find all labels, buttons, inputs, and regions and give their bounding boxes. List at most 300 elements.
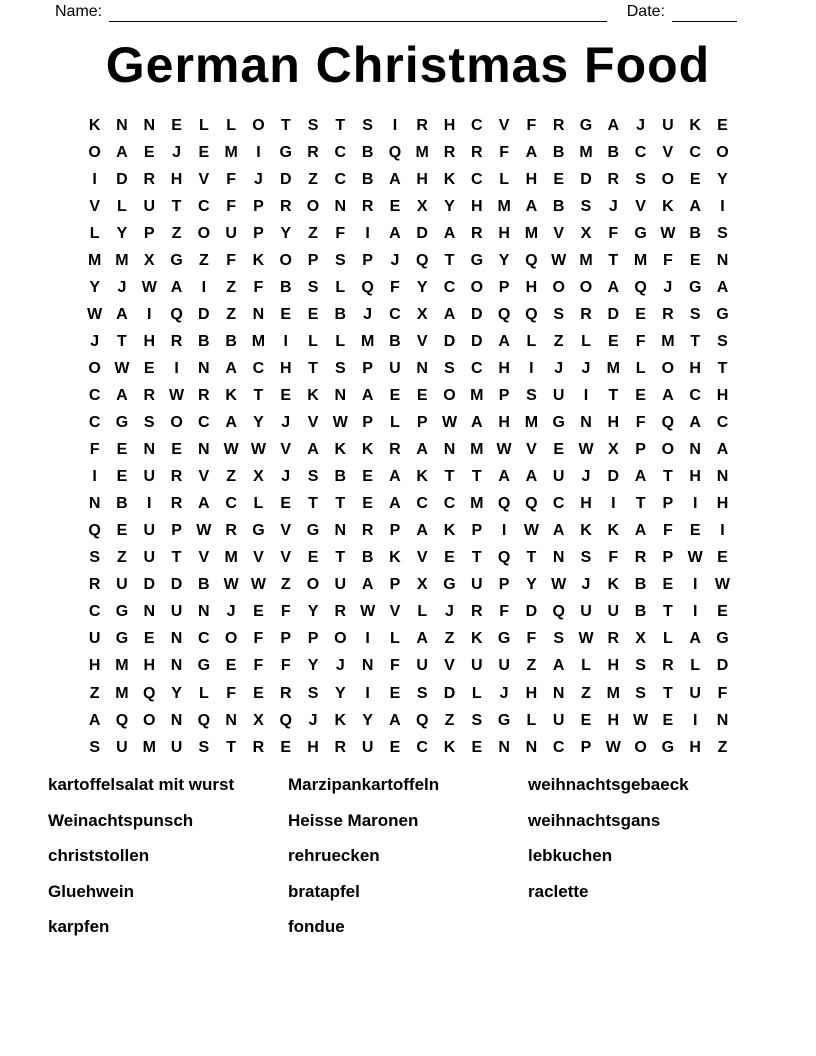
grid-letter: K	[443, 522, 456, 540]
grid-letter: C	[552, 738, 565, 756]
grid-letter: J	[363, 305, 373, 323]
grid-letter: A	[662, 386, 674, 404]
grid-letter: Q	[415, 251, 429, 269]
grid-letter: F	[662, 522, 673, 540]
grid-letter: I	[147, 305, 152, 323]
grid-letter: E	[280, 386, 292, 404]
grid-letter: T	[635, 495, 646, 513]
grid-letter: T	[171, 549, 182, 567]
name-field-line	[109, 2, 607, 22]
grid-letter: D	[716, 657, 729, 675]
grid-letter: K	[689, 116, 701, 134]
grid-letter: E	[635, 386, 646, 404]
grid-letter: N	[716, 251, 729, 269]
grid-letter: O	[552, 278, 565, 296]
grid-letter: K	[580, 522, 592, 540]
grid-letter: C	[471, 170, 483, 188]
grid-letter: F	[253, 630, 264, 648]
grid-letter: P	[307, 630, 319, 648]
grid-letter: D	[580, 170, 592, 188]
grid-letter: S	[307, 468, 319, 486]
grid-letter: V	[662, 143, 674, 161]
grid-letter: O	[143, 711, 156, 729]
grid-letter: G	[115, 414, 129, 432]
grid-letter: A	[689, 197, 701, 215]
grid-letter: R	[662, 305, 674, 323]
grid-letter: T	[335, 549, 346, 567]
word-list-column	[288, 776, 528, 954]
grid-letter: L	[390, 630, 400, 648]
grid-letter: T	[444, 468, 455, 486]
grid-letter: U	[116, 738, 128, 756]
grid-letter: I	[147, 495, 152, 513]
grid-letter: Z	[171, 224, 182, 242]
grid-letter: Y	[116, 224, 128, 242]
grid-letter: L	[581, 332, 591, 350]
grid-letter: J	[90, 332, 100, 350]
word-list-column	[48, 776, 288, 954]
grid-letter: H	[471, 197, 483, 215]
grid-letter: E	[143, 630, 155, 648]
grid-letter: C	[689, 143, 701, 161]
grid-letter: S	[362, 116, 373, 134]
grid-letter: J	[608, 197, 618, 215]
grid-letter: H	[525, 278, 538, 296]
grid-letter: Z	[226, 468, 237, 486]
word-list-item: rehruecken	[288, 846, 380, 865]
grid-letter: K	[662, 197, 674, 215]
grid-letter: A	[552, 522, 565, 540]
grid-letter: Y	[307, 657, 319, 675]
grid-letter: Y	[717, 170, 728, 188]
grid-letter: G	[443, 576, 456, 594]
grid-letter: I	[283, 332, 288, 350]
grid-letter: L	[335, 332, 346, 350]
grid-letter: W	[578, 441, 594, 459]
grid-letter: R	[252, 738, 265, 756]
grid-letter: I	[583, 386, 589, 404]
grid-letter: P	[662, 549, 674, 567]
grid-letter: I	[365, 630, 370, 648]
grid-letter: L	[526, 711, 537, 729]
grid-letter: E	[389, 738, 401, 756]
grid-letter: H	[443, 116, 456, 134]
grid-letter: C	[334, 170, 347, 188]
grid-letter: F	[662, 251, 673, 269]
grid-letter: P	[635, 441, 646, 459]
grid-letter: A	[416, 630, 428, 648]
grid-letter: X	[253, 468, 264, 486]
grid-letter: Z	[444, 711, 455, 729]
grid-letter: A	[552, 657, 565, 675]
grid-letter: Y	[526, 576, 537, 594]
grid-letter: A	[689, 630, 701, 648]
grid-letter: Q	[525, 305, 538, 323]
grid-letter: P	[498, 576, 510, 594]
grid-letter: A	[607, 278, 620, 296]
grid-letter: R	[471, 224, 483, 242]
grid-letter: N	[198, 603, 210, 621]
grid-letter: T	[471, 468, 482, 486]
grid-letter: G	[716, 305, 729, 323]
grid-letter: R	[607, 170, 620, 188]
grid-letter: U	[498, 657, 510, 675]
grid-letter: P	[362, 414, 373, 432]
grid-letter: D	[525, 603, 538, 621]
grid-letter: F	[717, 684, 728, 702]
grid-letter: L	[390, 414, 400, 432]
word-list-column	[528, 776, 768, 954]
grid-letter: L	[581, 657, 591, 675]
grid-letter: A	[525, 468, 538, 486]
grid-letter: H	[607, 414, 620, 432]
grid-letter: W	[496, 441, 512, 459]
grid-letter: N	[198, 359, 210, 377]
grid-letter: R	[279, 684, 292, 702]
grid-letter: T	[662, 468, 673, 486]
grid-letter: A	[607, 116, 620, 134]
grid-letter: R	[225, 522, 237, 540]
grid-letter: X	[143, 251, 155, 269]
word-list-item: karpfen	[48, 917, 110, 936]
word-list-item: Gluehwein	[48, 881, 134, 901]
grid-letter: X	[416, 197, 428, 215]
date-field-line	[672, 2, 737, 22]
grid-letter: H	[498, 414, 510, 432]
grid-letter: V	[416, 332, 428, 350]
grid-letter: M	[470, 386, 484, 404]
grid-letter: S	[635, 170, 646, 188]
grid-letter: R	[143, 170, 156, 188]
grid-letter: S	[526, 386, 537, 404]
grid-letter: H	[607, 657, 620, 675]
grid-letter: A	[389, 170, 401, 188]
grid-letter: J	[581, 359, 591, 377]
grid-letter: I	[692, 603, 698, 621]
grid-letter: A	[471, 414, 483, 432]
grid-letter: A	[389, 224, 401, 242]
grid-letter: T	[226, 738, 237, 756]
grid-letter: E	[116, 441, 128, 459]
grid-letter: I	[92, 468, 97, 486]
grid-letter: A	[389, 711, 401, 729]
grid-letter: G	[716, 630, 729, 648]
grid-letter: G	[634, 224, 647, 242]
grid-letter: H	[88, 657, 101, 675]
grid-letter: B	[552, 143, 565, 161]
grid-letter: R	[361, 197, 374, 215]
grid-letter: O	[88, 359, 101, 377]
grid-letter: N	[689, 441, 701, 459]
grid-letter: J	[499, 684, 509, 702]
grid-letter: G	[306, 522, 320, 540]
grid-letter: T	[335, 116, 346, 134]
grid-letter: A	[634, 522, 647, 540]
grid-letter: O	[306, 197, 320, 215]
grid-letter: S	[553, 630, 565, 648]
grid-letter: F	[280, 603, 291, 621]
grid-letter: O	[170, 414, 183, 432]
grid-letter: K	[389, 549, 401, 567]
grid-letter: E	[389, 386, 401, 404]
grid-letter: S	[334, 251, 346, 269]
word-list-item: Heisse Maronen	[288, 810, 419, 830]
grid-letter: G	[688, 278, 702, 296]
grid-letter: M	[224, 549, 238, 567]
grid-letter: R	[471, 603, 483, 621]
grid-letter: Y	[307, 603, 319, 621]
grid-letter: J	[335, 657, 345, 675]
grid-letter: E	[116, 522, 128, 540]
grid-letter: Q	[170, 305, 183, 323]
grid-letter: W	[551, 251, 567, 269]
grid-letter: G	[197, 657, 211, 675]
grid-letter: V	[89, 197, 100, 215]
grid-letter: A	[389, 468, 401, 486]
grid-letter: J	[281, 468, 291, 486]
grid-letter: K	[225, 386, 237, 404]
grid-letter: E	[225, 657, 237, 675]
grid-letter: H	[498, 224, 510, 242]
grid-letter: Y	[171, 684, 182, 702]
grid-letter: M	[497, 197, 511, 215]
grid-letter: S	[307, 278, 319, 296]
grid-letter: C	[252, 359, 265, 377]
grid-letter: U	[580, 603, 592, 621]
grid-letter: Z	[280, 576, 291, 594]
grid-letter: B	[607, 143, 620, 161]
grid-letter: O	[470, 278, 484, 296]
grid-letter: E	[662, 576, 674, 594]
grid-letter: N	[334, 522, 347, 540]
grid-letter: M	[251, 332, 266, 350]
grid-letter: B	[198, 332, 210, 350]
grid-letter: D	[471, 332, 483, 350]
grid-letter: J	[226, 603, 236, 621]
grid-letter: C	[416, 495, 428, 513]
grid-letter: E	[689, 522, 701, 540]
grid-letter: R	[389, 441, 401, 459]
grid-letter: F	[280, 657, 291, 675]
word-list-item: Marzipankartoffeln	[288, 775, 440, 794]
grid-letter: M	[606, 359, 620, 377]
grid-letter: B	[279, 278, 292, 296]
grid-letter: N	[116, 116, 128, 134]
grid-letter: E	[471, 738, 483, 756]
grid-letter: E	[307, 549, 319, 567]
grid-letter: C	[689, 386, 701, 404]
grid-letter: A	[634, 468, 647, 486]
grid-letter: T	[117, 332, 127, 350]
word-list	[48, 776, 768, 954]
grid-letter: U	[143, 549, 156, 567]
grid-letter: A	[170, 278, 183, 296]
page-title: German Christmas Food	[105, 37, 711, 93]
grid-letter: N	[361, 657, 374, 675]
grid-letter: W	[168, 386, 185, 404]
grid-letter: S	[416, 684, 428, 702]
grid-letter: N	[716, 711, 729, 729]
grid-letter: E	[553, 170, 565, 188]
grid-letter: K	[334, 441, 347, 459]
grid-letter: M	[606, 684, 620, 702]
grid-letter: B	[361, 549, 374, 567]
grid-letter: C	[716, 414, 729, 432]
grid-letter: K	[443, 170, 456, 188]
grid-letter: C	[198, 197, 210, 215]
grid-letter: M	[360, 332, 375, 350]
grid-letter: C	[88, 386, 101, 404]
grid-letter: R	[170, 468, 183, 486]
grid-letter: N	[252, 305, 265, 323]
grid-letter: V	[280, 441, 292, 459]
grid-letter: E	[362, 468, 373, 486]
grid-letter: V	[280, 522, 292, 540]
grid-letter: M	[524, 414, 539, 432]
grid-letter: R	[334, 738, 347, 756]
grid-letter: S	[89, 549, 100, 567]
grid-letter: O	[443, 386, 456, 404]
grid-letter: N	[170, 711, 183, 729]
grid-letter: W	[660, 224, 676, 242]
grid-letter: U	[334, 576, 347, 594]
grid-letter: S	[580, 549, 592, 567]
grid-letter: Z	[581, 684, 591, 702]
grid-letter: F	[608, 224, 619, 242]
grid-letter: F	[499, 143, 509, 161]
grid-letter: P	[171, 522, 182, 540]
grid-letter: U	[361, 738, 374, 756]
grid-letter: H	[498, 359, 510, 377]
grid-letter: M	[470, 441, 484, 459]
grid-letter: H	[607, 711, 620, 729]
grid-letter: I	[611, 495, 616, 513]
grid-letter: J	[445, 603, 454, 621]
grid-letter: N	[443, 441, 456, 459]
grid-letter: D	[116, 170, 128, 188]
grid-letter: A	[361, 386, 374, 404]
grid-letter: H	[170, 170, 183, 188]
grid-letter: D	[607, 468, 620, 486]
grid-letter: H	[307, 738, 319, 756]
grid-letter: N	[88, 495, 101, 513]
grid-letter: E	[717, 603, 728, 621]
grid-letter: I	[692, 711, 698, 729]
grid-letter: S	[553, 305, 565, 323]
grid-letter: L	[662, 630, 673, 648]
grid-letter: Q	[88, 522, 101, 540]
grid-letter: Y	[253, 414, 264, 432]
grid-letter: M	[115, 684, 129, 702]
grid-letter: F	[526, 116, 537, 134]
grid-letter: A	[116, 305, 128, 323]
grid-letter: U	[471, 576, 483, 594]
grid-letter: V	[389, 603, 401, 621]
grid-letter: G	[115, 603, 129, 621]
grid-letter: M	[579, 251, 593, 269]
grid-letter: C	[198, 630, 210, 648]
grid-letter: X	[416, 305, 428, 323]
grid-letter: U	[552, 386, 565, 404]
grid-letter: E	[143, 359, 155, 377]
grid-letter: C	[334, 143, 347, 161]
grid-letter: B	[198, 576, 210, 594]
grid-letter: C	[389, 305, 401, 323]
grid-letter: B	[225, 332, 237, 350]
grid-letter: W	[250, 441, 266, 459]
grid-letter: W	[114, 359, 130, 377]
grid-letter: V	[553, 224, 565, 242]
grid-letter: D	[443, 332, 456, 350]
grid-letter: D	[416, 224, 428, 242]
grid-letter: L	[308, 332, 318, 350]
grid-letter: T	[471, 549, 482, 567]
grid-letter: F	[253, 278, 264, 296]
grid-letter: D	[443, 684, 456, 702]
grid-letter: R	[334, 603, 347, 621]
grid-letter: I	[201, 278, 207, 296]
grid-letter: K	[361, 441, 374, 459]
grid-letter: C	[416, 738, 428, 756]
grid-letter: N	[498, 738, 510, 756]
grid-letter: S	[580, 197, 592, 215]
grid-letter: T	[662, 603, 673, 621]
grid-letter: O	[716, 143, 729, 161]
grid-letter: R	[143, 386, 156, 404]
grid-letter: T	[608, 251, 619, 269]
grid-letter: E	[689, 251, 701, 269]
word-list-item: weihnachtsgans	[528, 810, 661, 830]
grid-letter: F	[499, 603, 509, 621]
grid-letter: Q	[497, 495, 511, 513]
grid-letter: Q	[661, 414, 675, 432]
grid-letter: E	[635, 305, 646, 323]
grid-letter: U	[662, 116, 674, 134]
grid-letter: R	[198, 386, 210, 404]
grid-letter: B	[634, 603, 647, 621]
grid-letter: Q	[279, 711, 292, 729]
grid-letter: S	[307, 116, 319, 134]
grid-letter: P	[362, 251, 373, 269]
grid-letter: A	[498, 468, 510, 486]
grid-letter: R	[88, 576, 101, 594]
grid-letter: T	[526, 549, 537, 567]
grid-letter: K	[88, 116, 101, 134]
grid-letter: Q	[552, 603, 565, 621]
grid-letter: A	[116, 143, 128, 161]
grid-letter: A	[443, 305, 456, 323]
grid-letter: V	[498, 116, 510, 134]
grid-letter: R	[552, 116, 565, 134]
grid-letter: N	[143, 603, 156, 621]
grid-letter: K	[252, 251, 265, 269]
grid-letter: Z	[553, 332, 564, 350]
grid-letter: Z	[526, 657, 537, 675]
grid-letter: W	[523, 522, 539, 540]
grid-letter: J	[390, 251, 400, 269]
grid-letter: C	[88, 603, 101, 621]
grid-letter: K	[334, 711, 347, 729]
grid-letter: R	[471, 143, 483, 161]
grid-letter: G	[497, 630, 511, 648]
grid-letter: X	[580, 224, 592, 242]
grid-letter: O	[579, 278, 593, 296]
grid-letter: L	[226, 116, 237, 134]
grid-letter: H	[416, 170, 428, 188]
grid-letter: H	[716, 495, 729, 513]
grid-letter: C	[198, 414, 210, 432]
grid-letter: O	[661, 441, 675, 459]
